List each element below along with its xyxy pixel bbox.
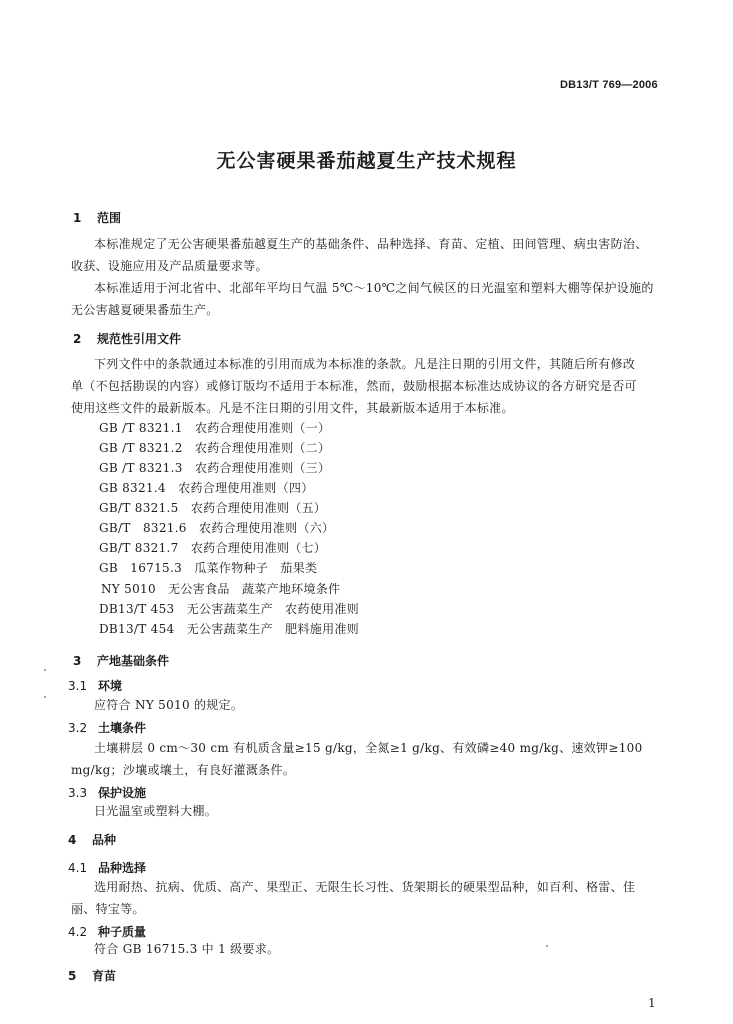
reference-item: GB /T 8321.2 农药合理使用准则（二）: [99, 441, 331, 455]
subsection-title: 环境: [98, 679, 123, 693]
section-3-heading: [73, 652, 169, 669]
subsection-number: 4.2: [68, 925, 88, 939]
subsection-3-2-heading: [68, 719, 146, 736]
section-number: 2: [73, 332, 82, 346]
section-2-heading: [73, 330, 181, 347]
section-5-heading: [68, 967, 116, 984]
section-number: 5: [68, 969, 77, 983]
subsection-title: 土壤条件: [98, 721, 147, 735]
paragraph-line: 无公害越夏硬果番茄生产。: [71, 303, 219, 317]
section-number: 1: [73, 211, 82, 225]
subsection-number: 4.1: [68, 861, 88, 875]
reference-item: GB/T 8321.5 农药合理使用准则（五）: [99, 501, 327, 515]
subsection-number: 3.3: [68, 786, 88, 800]
paragraph-line: 本标准适用于河北省中、北部年平均日气温 5℃～10℃之间气候区的日光温室和塑料大棚等保护设施的: [94, 281, 654, 295]
paragraph-line: mg/kg；沙壤或壤土，有良好灌溉条件。: [71, 763, 296, 777]
paragraph-line: 丽、特宝等。: [71, 902, 145, 916]
paragraph-line: 本标准规定了无公害硬果番茄越夏生产的基础条件、品种选择、育苗、定植、田间管理、病虫害防治、: [94, 237, 648, 251]
reference-item: GB/T 8321.6 农药合理使用准则（六）: [99, 521, 335, 535]
scan-speck: [44, 669, 46, 671]
document-number: DB13/T 769—2006: [560, 79, 658, 91]
reference-item: GB 8321.4 农药合理使用准则（四）: [99, 481, 314, 495]
page-number: 1: [648, 996, 656, 1010]
subsection-title: 种子质量: [98, 925, 147, 939]
paragraph-line: 单（不包括勘误的内容）或修订版均不适用于本标准，然而，鼓励根据本标准达成协议的各方研究是否可: [71, 379, 637, 393]
subsection-title: 品种选择: [98, 861, 147, 875]
scan-speck: [44, 696, 46, 698]
section-1-heading: [73, 209, 121, 226]
section-4-heading: [68, 831, 116, 848]
section-title: 产地基础条件: [97, 654, 170, 668]
subsection-title: 保护设施: [98, 786, 147, 800]
paragraph-line: 使用这些文件的最新版本。凡是不注日期的引用文件，其最新版本适用于本标准。: [71, 401, 514, 415]
reference-item: GB/T 8321.7 农药合理使用准则（七）: [99, 541, 327, 555]
subsection-3-1-heading: [68, 677, 122, 694]
paragraph-line: 应符合 NY 5010 的规定。: [94, 698, 244, 712]
paragraph-line: 土壤耕层 0 cm～30 cm 有机质含量≥15 g/kg，全氮≥1 g/kg、有效磷≥40 mg/kg、速效钾≥100: [94, 741, 643, 755]
paragraph-line: 下列文件中的条款通过本标准的引用而成为本标准的条款。凡是注日期的引用文件，其随后所有修改: [94, 357, 636, 371]
section-number: 3: [73, 654, 82, 668]
reference-item: GB 16715.3 瓜菜作物种子 茄果类: [99, 561, 318, 575]
reference-item: GB /T 8321.3 农药合理使用准则（三）: [99, 461, 331, 475]
section-title: 规范性引用文件: [97, 332, 182, 346]
section-title: 品种: [92, 833, 117, 847]
reference-item: DB13/T 453 无公害蔬菜生产 农药使用准则: [99, 602, 359, 616]
subsection-number: 3.2: [68, 721, 88, 735]
section-title: 育苗: [92, 969, 117, 983]
scan-speck: [546, 945, 548, 947]
reference-item: NY 5010 无公害食品 蔬菜产地环境条件: [101, 582, 341, 596]
subsection-number: 3.1: [68, 679, 88, 693]
reference-item: DB13/T 454 无公害蔬菜生产 肥料施用准则: [99, 622, 359, 636]
document-title: 无公害硬果番茄越夏生产技术规程: [216, 150, 517, 172]
paragraph-line: 收获、设施应用及产品质量要求等。: [71, 259, 268, 273]
subsection-3-3-heading: [68, 784, 146, 801]
paragraph-line: 选用耐热、抗病、优质、高产、果型正、无限生长习性、货架期长的硬果型品种，如百利、格雷、佳: [94, 880, 636, 894]
reference-item: GB /T 8321.1 农药合理使用准则（一）: [99, 421, 331, 435]
section-number: 4: [68, 833, 77, 847]
section-title: 范围: [97, 211, 122, 225]
paragraph-line: 符合 GB 16715.3 中 1 级要求。: [94, 942, 280, 956]
subsection-4-1-heading: [68, 859, 146, 876]
paragraph-line: 日光温室或塑料大棚。: [94, 804, 218, 818]
